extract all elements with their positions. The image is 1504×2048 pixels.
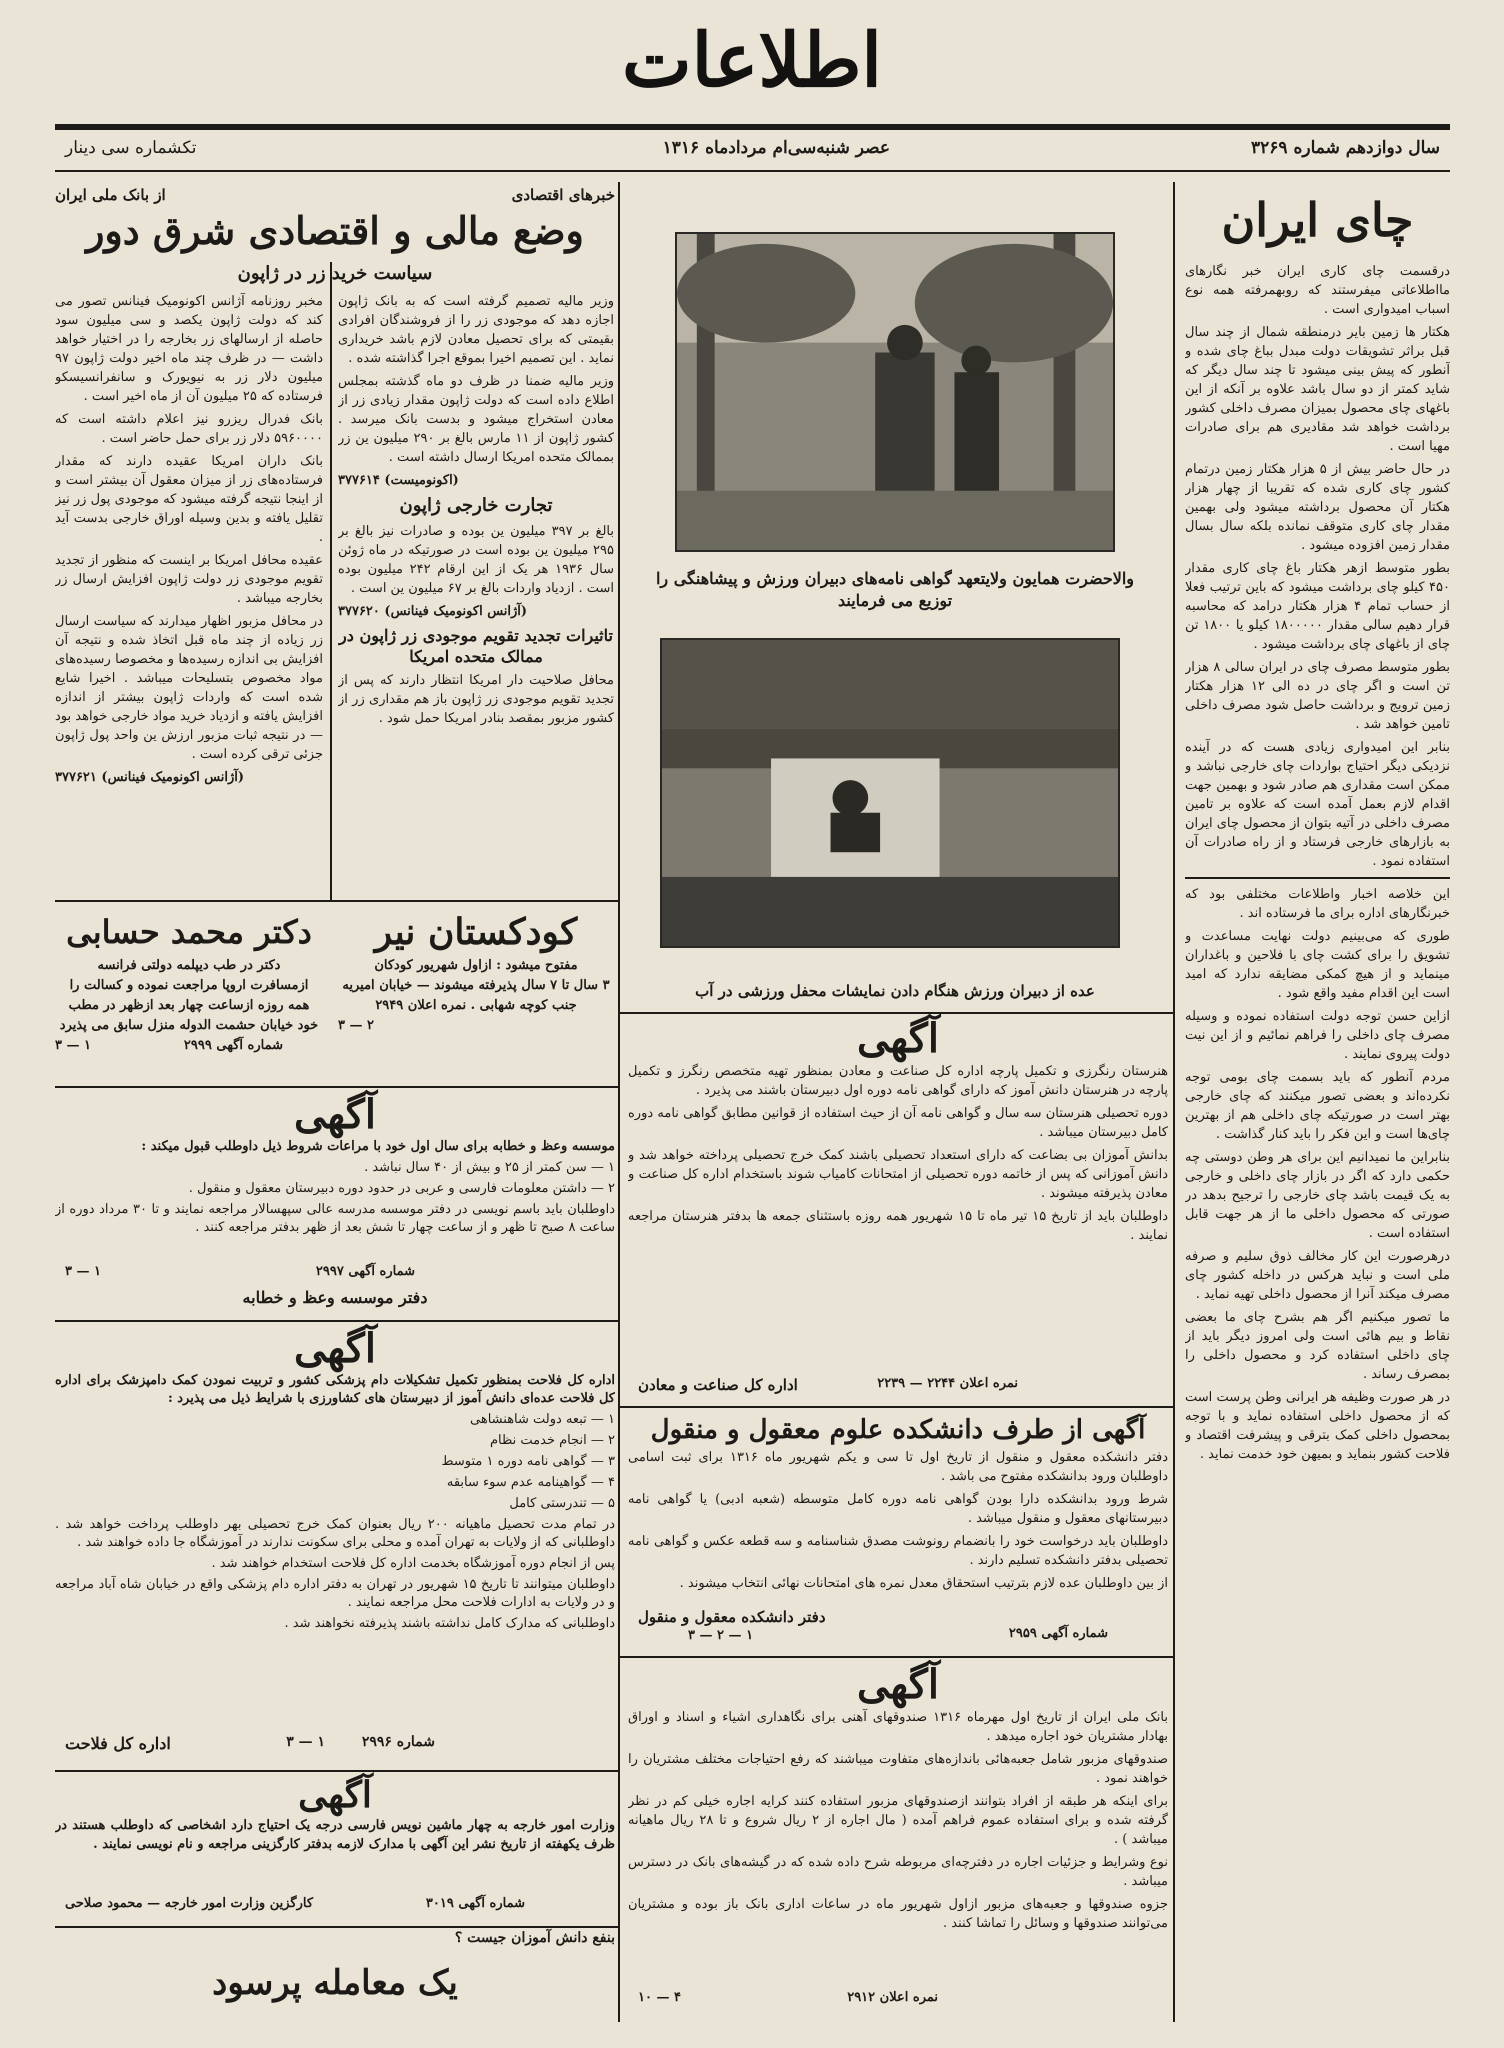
issue-number: سال دوازدهم شماره ۳۲۶۹ bbox=[1251, 138, 1440, 158]
bank-ad-number: نمره اعلان ۲۹۱۲ bbox=[847, 1990, 938, 2005]
college-paragraph: دفتر دانشکده معقول و منقول از تاریخ اول تا سی و یکم شهریور ماه ۱۳۱۶ برای ثبت اسامی داوطلبان ورود بدانشکده مفتوح می باشد . bbox=[628, 1450, 1168, 1484]
ad-label: آگهی bbox=[294, 1091, 376, 1138]
doctor-line: همه روزه ازساعت چهار بعد ازظهر در مطب bbox=[68, 998, 310, 1013]
kindergarten-line: جنب کوچه شهابی . نمره اعلان ۲۹۴۹ bbox=[375, 998, 577, 1013]
divider bbox=[55, 900, 618, 902]
crown-prince-photo bbox=[675, 232, 1115, 552]
kindergarten-ad bbox=[338, 908, 614, 1083]
divider bbox=[55, 1926, 618, 1928]
tea-paragraph: مردم آنطور که باید بسمت چای بومی توجه نکرده‌اند و بعضی تصور میکنند که چای خارجی بهتر است در صورتیکه چای داخلی هم از بهترین چای‌ها است و این فکر را باید کنار گذاشت . bbox=[1185, 1070, 1450, 1142]
tea-paragraph: طوری که می‌بینیم دولت نهایت مساعدت و تشویق را برای کشت چای با فلاحین و باغداران مینماید و از هیچ کمکی مضایقه ندارد که امید است این اقدام مفید واقع شود . bbox=[1185, 929, 1450, 1001]
sermon-ref: ۱ — ۳ bbox=[65, 1264, 102, 1279]
tea-paragraph: هکتار ها زمین بایر درمنطقه شمال از چند سال قبل براثر تشویقات دولت مبدل بباغ چای شده و آنطور که پیش بینی میشود تا چند سال دیگر که شاید کمتر از دو سال باشد علاوه بر آنکه از این باغهای چای محصول بمیزان مصرف داخلی کشور برداشت خواهد شد مقادیری هم برای صادرات مهیا است . bbox=[1185, 325, 1450, 454]
ad-label: آگهی bbox=[857, 1661, 939, 1708]
agriculture-item: ۴ — گواهینامه عدم سوء سابقه bbox=[446, 1475, 615, 1490]
foreign-ad-number: شماره آگهی ۳۰۱۹ bbox=[425, 1896, 525, 1911]
sermon-ad bbox=[55, 1092, 615, 1317]
bank-paragraph: بانک ملی ایران از تاریخ اول مهرماه ۱۳۱۶ صندوقهای آهنی برای نگاهداری اشیاء و اسناد و اوراق بهادار مشتریان خود اجاره میدهد . bbox=[628, 1710, 1168, 1744]
foreign-ministry-ad bbox=[55, 1774, 615, 1924]
divider bbox=[618, 1012, 1173, 1014]
economy-paragraph: مخبر روزنامه آژانس اکونومیک فینانس تصور می کند که دولت ژاپون یکصد و سی میلیون سود حاصله از ارسالهای زر بخارجه را در اختیار خواهد داشت — در ظرف چند ماه اخیر دولت ژاپون ۹۷ میلیون دلار زر به نیویورک و سانفرانسیسکو فرستاده که ۲۵ میلیون آن از ماه اخیر است . bbox=[55, 294, 323, 404]
tea-paragraph: بنابر این امیدواری زیادی هست که در آینده نزدیکی دیگر احتیاج بواردات چای خارجی نباشد و ممکن است مقداری هم صادر شود و بهمین جهت اقدام لازم بعمل آمده است که علاوه بر تامین مصرف داخلی در آتیه بتوان از محصول چای ایران به بازارهای خارجی فرستاد و از راه صادرات آن استفاده نمود . bbox=[1185, 740, 1450, 869]
agriculture-item: ۲ — انجام خدمت نظام bbox=[489, 1433, 615, 1448]
issue-date: عصر شنبه‌سی‌ام مردادماه ۱۳۱۶ bbox=[662, 138, 890, 158]
bank-paragraph: جزوه صندوقها و جعبه‌های مزبور ازاول شهریور ماه در ساعات اداری بانک باز بوده و مشتریان می‌توانند صندوقها و وسائل را تماشا کنند . bbox=[628, 1897, 1168, 1931]
economy-bank-label: از بانک ملی ایران bbox=[55, 186, 166, 204]
agriculture-paragraph: در تمام مدت تحصیل ماهیانه ۲۰۰ ریال بعنوان کمک خرج تحصیلی بهر داوطلب پرداخت خواهد شد . داوطلبانی که از ولایات به تهران آمده و محلی برای سکونت ندارند در آموزشگاه جا داده خواهند شد . bbox=[55, 1517, 615, 1550]
doctor-line: ازمسافرت اروپا مراجعت نموده و کسالت را bbox=[69, 978, 309, 993]
photo-caption-2: عده از دبیران ورزش هنگام دادن نمایشات محفل ورزشی در آب bbox=[695, 982, 1095, 1000]
tea-title: چای ایران bbox=[1221, 193, 1414, 247]
profitable-deal-title: یک معامله پرسود bbox=[212, 1963, 458, 2003]
ad-label: آگهی bbox=[857, 1015, 939, 1062]
bank-paragraph: برای اینکه هر طبقه از افراد بتوانند ازصندوقهای مزبور استفاده کنند کرایه اجاره خیلی کم در نظر گرفته شده و برای استفاده عموم فراهم آمده ( مال اجاره از ۲ ریال شروع و تا ۲۸ ریال ماهیانه میباشد ) . bbox=[628, 1794, 1168, 1847]
masthead-rule bbox=[55, 124, 1450, 130]
newspaper-logo: اطلاعات bbox=[622, 18, 882, 104]
dateline-rule bbox=[55, 170, 1450, 172]
sermon-intro: موسسه وعظ و خطابه برای سال اول خود با مراعات شروط ذیل داوطلب قبول میکند : bbox=[141, 1139, 615, 1154]
tea-paragraph: بطور متوسط ازهر هکتار باغ چای کاری مقدار ۴۵۰ کیلو چای برداشت میشود که باین ترتیب فعلا از حساب تمام ۴ هزار هکتار درامد که محاسبه قرار دهیم سالی مقدار ۱۸۰۰۰۰۰ کیلو یا ۱۸۰۰ تن چای از باغهای چای برداشت میشود . bbox=[1185, 561, 1450, 652]
sermon-item: داوطلبان باید باسم نویسی در دفتر موسسه مدرسه عالی سپهسالار مراجعه نمایند و تا ۳۰ مرداد دوره از ساعت ۸ صبح تا ظهر و از ساعت چهار تا شش بعد از ظهر بدفتر مراجعه کنند . bbox=[55, 1202, 615, 1235]
ad-label: آگهی bbox=[294, 1325, 376, 1372]
kindergarten-line: مفتوح میشود : ازاول شهریور کودکان bbox=[374, 958, 578, 973]
foreign-signature: کارگزین وزارت امور خارجه — محمود صلاحی bbox=[65, 1896, 314, 1911]
economy-reference: (اکونومیست) ۳۷۷۶۱۴ bbox=[338, 473, 459, 488]
tea-paragraph: در حال حاضر بیش از ۵ هزار هکتار زمین درتمام کشور چای کاری شده که تقریبا از چهار هزار هکتار آن محصول برداشته میشود ولی بهمین مقدار چای کاری متوقف نمانده بلکه سال بسال مقدار زمین افزوده میشود . bbox=[1185, 462, 1450, 553]
tea-article bbox=[1185, 188, 1450, 2018]
divider bbox=[55, 1770, 618, 1772]
economy-subhead: سیاست خرید زر در ژاپون bbox=[237, 263, 433, 284]
economy-header bbox=[55, 186, 615, 256]
economy-news-label: خبرهای اقتصادی bbox=[511, 186, 615, 204]
sermon-item: ۱ — سن کمتر از ۲۵ و بیش از ۴۰ سال نباشد . bbox=[364, 1160, 615, 1175]
economy-reference: (آژانس اکونومیک فینانس) ۳۷۷۶۲۱ bbox=[55, 770, 245, 785]
effect-text: محافل صلاحیت دار امریکا انتظار دارند که پس از تجدید تقویم موجودی زر ژاپون باز هم مقداری زر از کشور مزبور بمقصد بنادر امریکا حمل شود . bbox=[338, 673, 614, 726]
college-title: آگهی از طرف دانشکده علوم معقول و منقول bbox=[650, 1415, 1146, 1445]
kindergarten-title: کودکستان نیر bbox=[374, 911, 578, 953]
doctor-line: دکتر در طب دیپلمه دولتی فرانسه bbox=[97, 958, 281, 973]
column-divider bbox=[618, 182, 620, 2022]
college-signature: دفتر دانشکده معقول و منقول bbox=[638, 1608, 826, 1626]
college-ad bbox=[628, 1412, 1168, 1652]
tea-paragraph: ما تصور میکنیم اگر هم بشرح چای ما بعضی نقاط و بیم هائی است ولی امروز دیگر باید از چای داخلی استفاده کرد و محصول داخلی را بمصرف رساند . bbox=[1185, 1310, 1450, 1382]
tea-paragraph: این خلاصه اخبار واطلاعات مختلفی بود که خبرنگارهای اداره برای ما فرستاده اند . bbox=[1185, 887, 1450, 921]
college-ref: ۱ — ۲ — ۳ bbox=[688, 1628, 754, 1643]
tea-paragraph: درقسمت چای کاری ایران خبر نگارهای مااطلاعاتی میفرستند که روبهمرفته همه نوع اسباب امیدواری است . bbox=[1185, 264, 1450, 317]
foreign-ministry-text: وزارت امور خارجه به چهار ماشین نویس فارسی درجه یک احتیاج دارد اشخاصی که داوطلب هستند در ظرف یکهفته از تاریخ نشر این آگهی با مدارک لازمه بدفتر کارگزینی مراجعه و نام نویسی نمایند . bbox=[55, 1818, 615, 1852]
column-divider bbox=[1173, 182, 1175, 2022]
doctor-ref: ۱ — ۳ bbox=[55, 1038, 92, 1053]
tea-paragraph: در هر صورت وظیفه هر ایرانی وطن پرست است که از محصول داخلی استفاده نماید و با توجه بمحصول داخلی کمک بترقی و پیشرفت اقتصاد و فلاحت کشور بنماید و بمیهن خود خدمت نماید . bbox=[1185, 1390, 1450, 1462]
college-paragraph: داوطلبان باید درخواست خود را بانضمام رونوشت مصدق شناسنامه و سه قطعه عکس و گواهی نامه تحصیلی بدفتر دانشکده تسلیم دارند . bbox=[628, 1534, 1168, 1568]
divider bbox=[618, 1406, 1173, 1408]
bank-ref: ۴ — ۱۰ bbox=[638, 1990, 682, 2005]
economy-paragraph: بانک داران امریکا عقیده دارند که مقدار فرستاده‌های زر از میزان معقول آن بیشتر است و از اینجا نتیجه گرفته میشود که موجودی پول زر نیز تقلیل یافته و بدین وسیله اوراق خارجی بدست آید . bbox=[55, 454, 323, 545]
trade-text: بالغ بر ۳۹۷ میلیون ین بوده و صادرات نیز بالغ بر ۲۹۵ میلیون ین بوده است در صورتیکه در ماه ژوئن سال ۱۹۳۶ هر یک از این ارقام ۲۴۲ میلیون بوده است . ازدیاد واردات بالغ بر ۶۷ میلیون ین است . bbox=[338, 524, 614, 596]
doctor-line: خود خیابان حشمت الدوله منزل سابق می پذیرد bbox=[59, 1018, 319, 1033]
tea-paragraph: بطور متوسط مصرف چای در ایران سالی ۸ هزار تن است و اگر چای در ده الی ۱۲ هزار هکتار زمین ترویج و برداشت حاصل شود مصرف داخلی تامین خواهد شد . bbox=[1185, 660, 1450, 732]
crafts-school-ad bbox=[628, 1016, 1168, 1406]
divider bbox=[618, 1656, 1173, 1658]
crafts-paragraph: هنرستان رنگرزی و تکمیل پارچه اداره کل صناعت و معادن بمنظور تهیه متخصص رنگرز و تکمیل پارچه در هنرستان دانش آموز که دارای گواهی نامه دوره اول دبیرستان باشند می پذیرد . bbox=[628, 1064, 1168, 1098]
divider bbox=[55, 1320, 618, 1322]
trade-title: تجارت خارجی ژاپون bbox=[399, 495, 553, 516]
economy-paragraph: در محافل مزبور اظهار میدارند که سیاست ارسال زر زیاده از چند ماه قبل اتخاذ شده و نتیجه آن افزایش بی اندازه رسیده‌ها و مخصوصا رسیده‌های مواد مخصوص بتسلیحات میباشد . اخیرا شایع شده است که واردات ژاپون بیشتر از اندازه افزایش یافته و ازدیاد خرید مواد خارجی خواهد بود — در نتیجه ثبات مزبور ارزش ین واحد پول ژاپون جزئی ترقی کرده است . bbox=[55, 614, 323, 762]
tea-paragraph: درهرصورت این کار مخالف ذوق سلیم و صرفه ملی است و نباید هرکس در داخله کشور چای مصرف میکند آنرا از محصول داخلی تهیه نماید . bbox=[1185, 1249, 1450, 1302]
agriculture-item: ۱ — تبعه دولت شاهنشاهی bbox=[470, 1412, 615, 1427]
bank-paragraph: نوع وشرایط و جزئیات اجاره در دفترچه‌ای مربوطه شرح داده شده که در گیشه‌های بانک در دسترس میباشد . bbox=[628, 1855, 1168, 1889]
agriculture-item: ۵ — تندرستی کامل bbox=[509, 1496, 615, 1511]
trade-reference: (آژانس اکونومیک فینانس) ۳۷۷۶۲۰ bbox=[338, 604, 528, 619]
crafts-paragraph: دوره تحصیلی هنرستان سه سال و گواهی نامه آن از حیث استفاده از قوانین مطابق گواهی نامه دوره کامل دبیرستان میباشد . bbox=[628, 1106, 1168, 1140]
economy-paragraph: وزیر مالیه تصمیم گرفته است که به بانک ژاپون اجازه دهد که موجودی زر را از فروشندگان افرادی بقیمتی که برای تحصیل معادن لازم باشد خریداری نماید . این تصمیم اخیرا بموقع اجرا گذاشته شده . bbox=[338, 294, 614, 366]
crafts-paragraph: بدانش آموزان بی بضاعت که دارای استعداد تحصیلی باشند کمک خرج تحصیلی پرداخته خواهد شد و دانش آموزانی که پس از خاتمه دوره تحصیلی از امتحانات کامیاب شوند باستخدام اداره کل صناعت و معادن پذیرفته میشوند . bbox=[628, 1148, 1168, 1201]
issue-price: تکشماره سی دینار bbox=[65, 138, 197, 158]
agriculture-item: ۳ — گواهی نامه دوره ۱ متوسط bbox=[441, 1454, 615, 1469]
ad-label: آگهی bbox=[298, 1774, 372, 1816]
photo-caption-1: والاحضرت همایون ولایتعهد گواهی نامه‌های دبیران ورزش و پیشاهنگی را توزیع می فرمایند bbox=[655, 569, 1135, 610]
bank-paragraph: صندوقهای مزبور شامل جعبه‌هائی باندازه‌های متفاوت میباشند که رفع احتیاجات مختلف مشتریان را خواهند نمود . bbox=[628, 1752, 1168, 1786]
sermon-ad-number: شماره آگهی ۲۹۹۷ bbox=[315, 1264, 415, 1279]
dateline bbox=[55, 138, 1450, 166]
agriculture-signature: اداره کل فلاحت bbox=[65, 1734, 171, 1753]
college-paragraph: از بین داوطلبان عده لازم بترتیب استحقاق معدل نمره های امتحانات نهائی انتخاب میشوند . bbox=[679, 1576, 1168, 1591]
effect-title: تاثیرات تجدید تقویم موجودی زر ژاپون در ممالک متحده امریکا bbox=[339, 626, 613, 666]
crafts-ad-number: نمره اعلان ۲۲۴۴ — ۲۲۳۹ bbox=[877, 1376, 1018, 1391]
masthead bbox=[0, 0, 1504, 120]
agriculture-ref: ۱ — ۳ bbox=[286, 1734, 325, 1750]
students-label: بنفع دانش آموزان جیست ؟ bbox=[454, 1930, 615, 1946]
college-paragraph: شرط ورود بدانشکده دارا بودن گواهی نامه دوره کامل متوسطه (شعبه ادبی) یا گواهی نامه دبیرستانهای معقول و منقول میباشد . bbox=[628, 1492, 1168, 1526]
economy-left-column bbox=[55, 292, 323, 890]
agriculture-paragraph: داوطلبانی که مدارک کامل نداشته باشند پذیرفته نخواهند شد . bbox=[284, 1616, 615, 1631]
economy-headline: وضع مالی و اقتصادی شرق دور bbox=[86, 208, 584, 253]
kindergarten-ref: ۲ — ۳ bbox=[338, 1018, 375, 1033]
bank-safe-deposit-ad bbox=[628, 1662, 1168, 2018]
doctor-ad bbox=[55, 908, 323, 1083]
crafts-signature: اداره کل صناعت و معادن bbox=[638, 1376, 798, 1394]
column-divider bbox=[330, 262, 332, 902]
divider bbox=[55, 1086, 618, 1088]
economy-right-column bbox=[338, 292, 614, 890]
college-ad-number: شماره آگهی ۲۹۵۹ bbox=[1008, 1626, 1108, 1641]
economy-paragraph: وزیر مالیه ضمنا در ظرف دو ماه گذشته بمجلس اطلاع داده است که دولت ژاپون مقدار زیادی زر از معادن استخراج میشود و بدست بانک میرسد . کشور ژاپون از ۱۱ مارس بالغ بر ۲۹۰ میلیون ین زر بممالک متحده امریکا ارسال داشته است . bbox=[338, 374, 614, 465]
divider bbox=[1185, 877, 1450, 879]
tea-paragraph: ازاین حسن توجه دولت استفاده نموده و وسیله مصرف چای داخلی را فراهم نمائیم و از این نیت دولت پیروی نمایند . bbox=[1185, 1009, 1450, 1062]
sermon-item: ۲ — داشتن معلومات فارسی و عربی در حدود دوره دبیرستان معقول و منقول . bbox=[188, 1181, 615, 1196]
doctor-title: دکتر محمد حسابی bbox=[66, 913, 312, 951]
economy-paragraph: عقیده محافل امریکا بر اینست که منظور از تجدید تقویم موجودی زر دولت ژاپون افزایش ارسال زر بخارجه میباشد . bbox=[55, 553, 323, 606]
kindergarten-line: ۳ سال تا ۷ سال پذیرفته میشوند — خیابان امیریه bbox=[342, 978, 610, 993]
agriculture-intro: اداره کل فلاحت بمنظور تکمیل تشکیلات دام پزشکی کشور و تربیت نمودن کمک دامپزشک برای اداره کل فلاحت عده‌ای دانش آموز از دبیرستان های کشاورزی با شرایط ذیل می پذیرد : bbox=[55, 1373, 615, 1406]
profitable-deal-ad[interactable] bbox=[55, 1930, 615, 2020]
agriculture-paragraph: پس از انجام دوره آموزشگاه بخدمت اداره کل فلاحت استخدام خواهند شد . bbox=[211, 1556, 615, 1571]
agriculture-ad bbox=[55, 1326, 615, 1766]
economy-paragraph: بانک فدرال ریزرو نیز اعلام داشته است که ۵۹۶۰۰۰۰ دلار زر برای حمل حاضر است . bbox=[55, 412, 323, 446]
sermon-signature: دفتر موسسه وعظ و خطابه bbox=[242, 1288, 428, 1307]
swimming-display-photo bbox=[660, 638, 1120, 948]
crafts-paragraph: داوطلبان باید از تاریخ ۱۵ تیر ماه تا ۱۵ شهریور همه روزه باستثنای جمعه ها بدفتر هنرستان مراجعه نمایند . bbox=[628, 1209, 1168, 1243]
photo-section-label bbox=[630, 186, 1160, 206]
doctor-ad-number: شماره آگهی ۲۹۹۹ bbox=[183, 1038, 283, 1053]
tea-paragraph: بنابراین ما نمیدانیم این برای هر وطن دوستی چه حکمی دارد که اگر در بازار چای داخلی و خارجی به یک قیمت باشد چای خارجی را ترجیح بدهد در صورتی که محصول داخلی ما از هر جهت قابل استفاده است . bbox=[1185, 1150, 1450, 1241]
agriculture-ad-number: شماره ۲۹۹۶ bbox=[361, 1734, 435, 1750]
agriculture-paragraph: داوطلبان میتوانند تا تاریخ ۱۵ شهریور در تهران به دفتر اداره دام پزشکی واقع در خیابان شاه آباد مراجعه و در ولایات به ادارات فلاحت محل مراجعه نمایند . bbox=[55, 1577, 615, 1610]
